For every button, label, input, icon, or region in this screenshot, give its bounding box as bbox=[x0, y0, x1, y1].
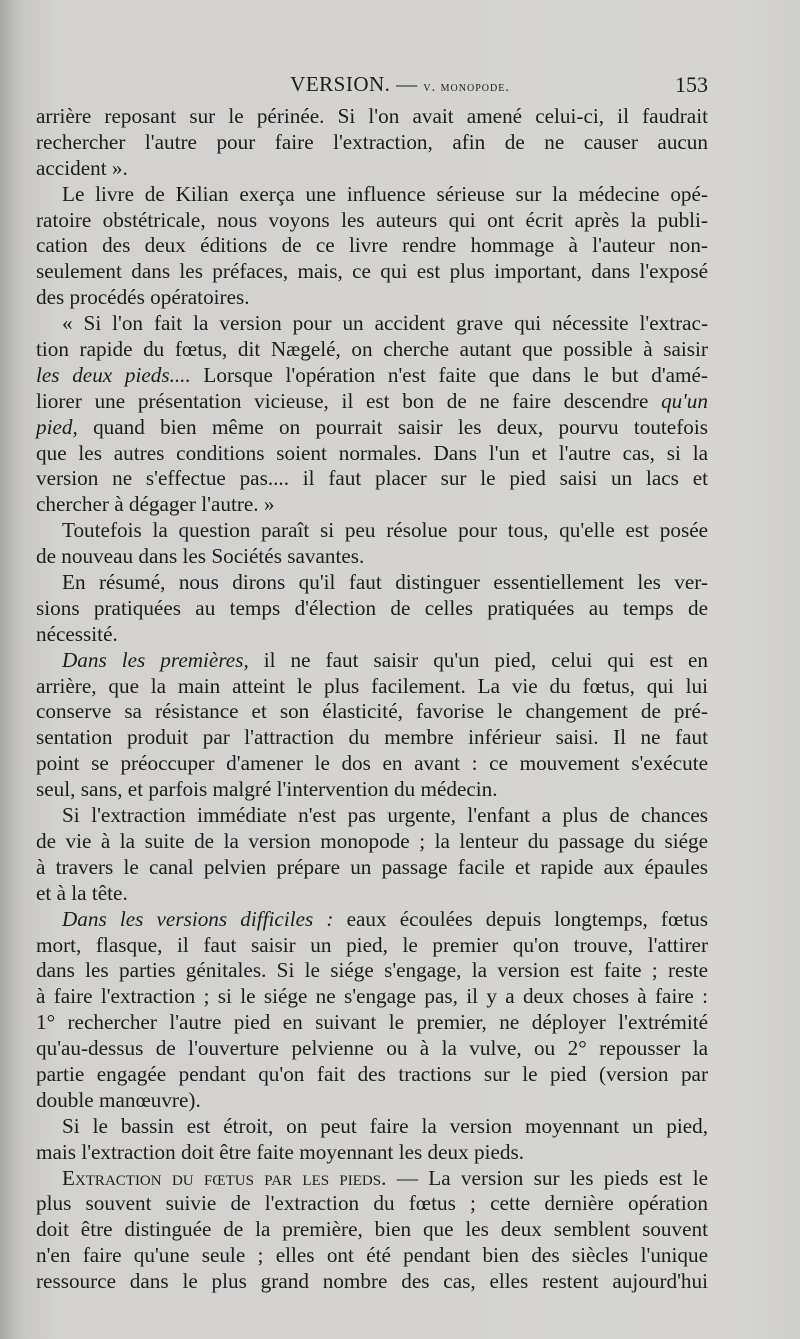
text-line: seulement dans les préfaces, mais, ce qui est plus important, dans l'exposé bbox=[36, 259, 708, 284]
text-line: nécessité. bbox=[36, 621, 118, 646]
text-line: 1° rechercher l'autre pied en suivant le premier, ne déployer l'extrémité bbox=[36, 1010, 708, 1035]
text-line: partie engagée pendant qu'on fait des tractions sur le pied (version par bbox=[36, 1061, 708, 1086]
text-line: les deux pieds.... Lorsque l'opération n'est faite que dans le but d'amé- bbox=[36, 362, 708, 387]
text-line: point se préoccuper d'amener le dos en avant : ce mouvement s'exécute bbox=[36, 751, 708, 776]
text-line: à faire l'extraction ; si le siége ne s'engage pas, il y a deux choses à faire : bbox=[36, 984, 708, 1009]
header-title: VERSION. bbox=[290, 72, 391, 96]
text-line: que les autres conditions soient normales. Dans l'un et l'autre cas, si la bbox=[36, 440, 708, 465]
text-line: Si l'extraction immédiate n'est pas urgente, l'enfant a plus de chances bbox=[62, 803, 708, 828]
text-line: En résumé, nous dirons qu'il faut distinguer essentiellement les ver- bbox=[62, 570, 708, 595]
text-line: tion rapide du fœtus, dit Nægelé, on cherche autant que possible à saisir bbox=[36, 337, 708, 362]
text-line: ressource dans le plus grand nombre des cas, elles restent aujourd'hui bbox=[36, 1269, 708, 1294]
text-line: accident ». bbox=[36, 155, 128, 180]
text-line: sentation produit par l'attraction du membre inférieur saisi. Il ne faut bbox=[36, 725, 708, 750]
text-line: arrière reposant sur le périnée. Si l'on avait amené celui-ci, il faudrait bbox=[36, 104, 708, 128]
text-line: double manœuvre). bbox=[36, 1087, 201, 1112]
text-line: ratoire obstétricale, nous voyons les auteurs qui ont écrit après la publi- bbox=[36, 207, 708, 232]
text-line: cation des deux éditions de ce livre rendre hommage à l'auteur non- bbox=[36, 233, 708, 258]
text-line: rechercher l'autre pour faire l'extraction, afin de ne causer aucun bbox=[36, 129, 708, 154]
text-line: dans les parties génitales. Si le siége s'engage, la version est faite ; reste bbox=[36, 958, 708, 983]
text-line: Le livre de Kilian exerça une influence sérieuse sur la médecine opé- bbox=[62, 181, 708, 206]
body-text bbox=[36, 104, 708, 1295]
text-line: de vie à la suite de la version monopode ; la lenteur du passage du siége bbox=[36, 828, 708, 853]
text-line: mort, flasque, il faut saisir un pied, le premier qu'on trouve, l'attirer bbox=[36, 932, 708, 957]
text-line: Si le bassin est étroit, on peut faire la version moyennant un pied, bbox=[62, 1113, 708, 1138]
text-line: Toutefois la question paraît si peu résolue pour tous, qu'elle est posée bbox=[62, 518, 708, 543]
text-line: Extraction du fœtus par les pieds. — La version sur les pieds est le bbox=[62, 1165, 709, 1190]
text-line: arrière, que la main atteint le plus facilement. La vie du fœtus, qui lui bbox=[36, 673, 708, 698]
text-line: et à la tête. bbox=[36, 880, 128, 905]
text-line: qu'au-dessus de l'ouverture pelvienne ou à la vulve, ou 2° repousser la bbox=[36, 1036, 708, 1061]
text-line: « Si l'on fait la version pour un accident grave qui nécessite l'extrac- bbox=[62, 311, 708, 336]
text-line: chercher à dégager l'autre. » bbox=[36, 492, 275, 517]
text-line: mais l'extraction doit être faite moyennant les deux pieds. bbox=[36, 1139, 525, 1164]
text-line: conserve sa résistance et son élasticité, favorise le changement de pré- bbox=[36, 699, 708, 724]
header-subtitle: v. monopode. bbox=[423, 80, 510, 95]
text-line: plus souvent suivie de l'extraction du fœtus ; cette dernière opération bbox=[36, 1191, 708, 1216]
text-line: doit être distinguée de la première, bien que les deux semblent souvent bbox=[36, 1217, 708, 1242]
text-line: des procédés opératoires. bbox=[36, 285, 250, 310]
text-line: Dans les versions difficiles : eaux écoulées depuis longtemps, fœtus bbox=[62, 906, 708, 931]
text-line: Dans les premières, il ne faut saisir qu'un pied, celui qui est en bbox=[62, 647, 708, 672]
text-line: de nouveau dans les Sociétés savantes. bbox=[36, 544, 365, 569]
text-line: n'en faire qu'une seule ; elles ont été pendant bien des siècles l'unique bbox=[36, 1243, 708, 1268]
text-line: seul, sans, et parfois malgré l'intervention du médecin. bbox=[36, 777, 498, 802]
text-line: à travers le canal pelvien prépare un passage facile et rapide aux épaules bbox=[36, 854, 708, 879]
text-line: sions pratiquées au temps d'élection de celles pratiquées au temps de bbox=[36, 595, 708, 620]
text-line: version ne s'effectue pas.... il faut placer sur le pied saisi un lacs et bbox=[36, 466, 708, 491]
page-number: 153 bbox=[675, 72, 708, 97]
running-header bbox=[0, 72, 800, 102]
header-dash: — bbox=[390, 72, 424, 96]
text-line: pied, quand bien même on pourrait saisir les deux, pourvu toutefois bbox=[36, 414, 708, 439]
text-line: liorer une présentation vicieuse, il est bon de ne faire descendre qu'un bbox=[36, 388, 708, 413]
